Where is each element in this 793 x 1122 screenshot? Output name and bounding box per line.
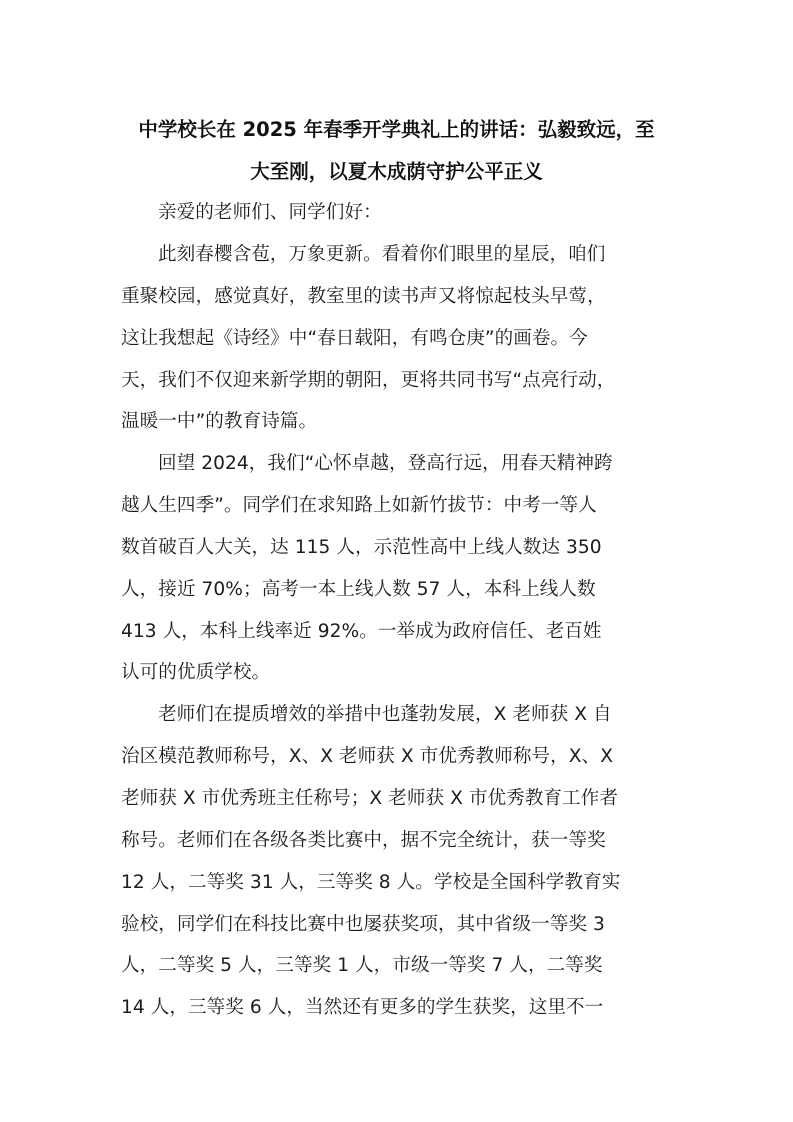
paragraph-2-line: 回望 2024，我们“心怀卓越，登高行远，用春天精神跨 — [158, 453, 613, 474]
paragraph-1-line: 天，我们不仅迎来新学期的朝阳，更将共同书写“点亮行动， — [121, 370, 616, 391]
paragraph-3-line: 验校，同学们在科技比赛中也屡获奖项，其中省级一等奖 3 — [121, 914, 605, 935]
paragraph-1-line: 重聚校园，感觉真好，教室里的读书声又将惊起枝头早莺， — [121, 286, 606, 307]
paragraph-1-line: 此刻春樱含苞，万象更新。看着你们眼里的星辰，咱们 — [158, 244, 606, 265]
paragraph-3-line: 称号。老师们在各级各类比赛中，据不完全统计，获一等奖 — [121, 830, 606, 851]
paragraph-3-line: 治区模范教师称号，X、X 老师获 X 市优秀教师称号，X、X — [121, 746, 613, 767]
title-line-2: 大至刚，以夏木成荫守护公平正义 — [250, 160, 543, 183]
paragraph-2-line: 413 人，本科上线率近 92%。一举成为政府信任、老百姓 — [121, 621, 602, 642]
paragraph-2-line: 越人生四季”。同学们在求知路上如新竹拔节：中考一等人 — [121, 495, 597, 516]
paragraph-2-line: 数首破百人大关，达 115 人，示范性高中上线人数达 350 — [121, 537, 602, 558]
paragraph-2-line: 人，接近 70%；高考一本上线人数 57 人，本科上线人数 — [121, 579, 596, 600]
title-line-1: 中学校长在 2025 年春季开学典礼上的讲话：弘毅致远，至 — [138, 118, 655, 141]
paragraph-3-line: 人，二等奖 5 人，三等奖 1 人，市级一等奖 7 人，二等奖 — [121, 955, 603, 976]
greeting: 亲爱的老师们、同学们好： — [158, 202, 382, 223]
paragraph-3-line: 老师们在提质增效的举措中也蓬勃发展，X 老师获 X 自 — [158, 704, 612, 725]
paragraph-1-line: 这让我想起《诗经》中“春日载阳，有鸣仓庚”的画卷。今 — [121, 328, 588, 349]
paragraph-2-line: 认可的优质学校。 — [121, 662, 271, 683]
paragraph-3-line: 12 人，二等奖 31 人，三等奖 8 人。学校是全国科学教育实 — [121, 872, 621, 893]
paragraph-3-line: 老师获 X 市优秀班主任称号；X 老师获 X 市优秀教育工作者 — [121, 788, 618, 809]
paragraph-1-line: 温暖一中”的教育诗篇。 — [121, 411, 318, 432]
paragraph-3-line: 14 人，三等奖 6 人，当然还有更多的学生获奖，这里不一 — [121, 997, 604, 1018]
